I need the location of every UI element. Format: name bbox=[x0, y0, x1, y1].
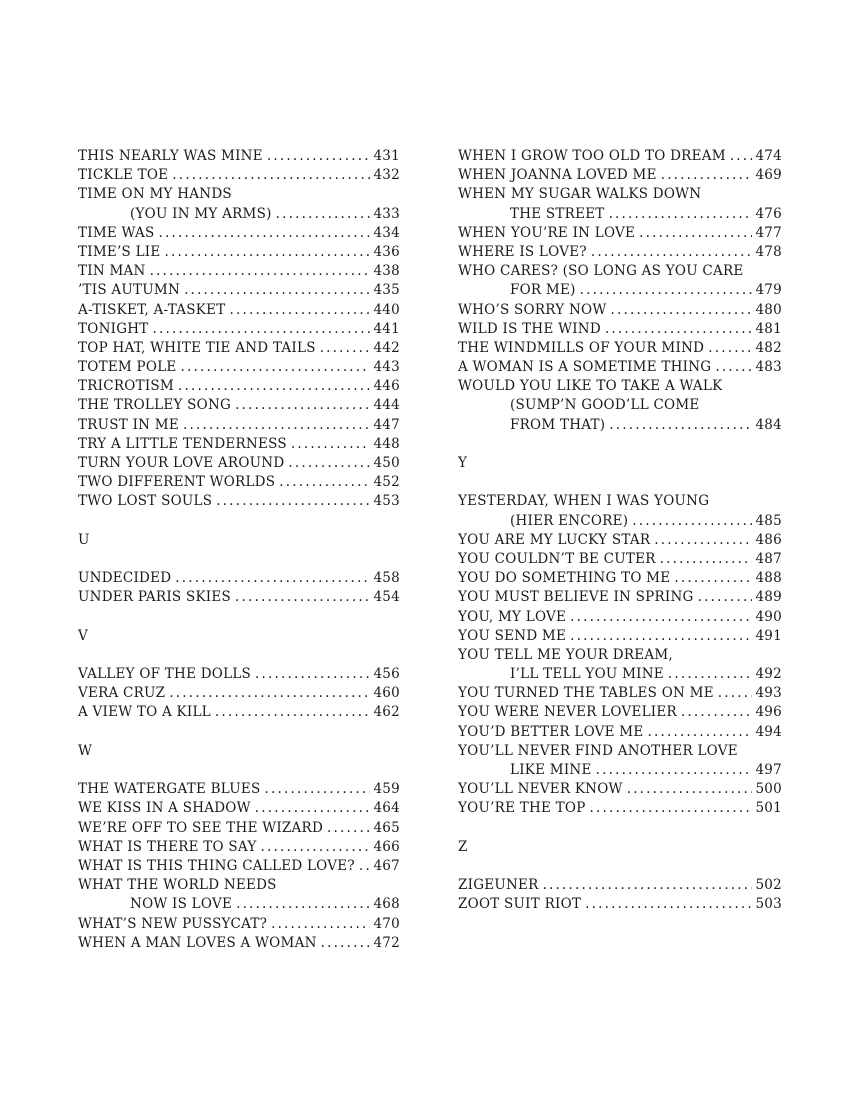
index-entry bbox=[78, 243, 400, 262]
index-column-right bbox=[458, 147, 782, 953]
dot-leader bbox=[165, 243, 371, 262]
index-entry bbox=[78, 876, 400, 895]
index-entry bbox=[458, 205, 782, 224]
dot-leader bbox=[172, 166, 370, 185]
song-title: I’LL TELL YOU MINE bbox=[510, 666, 664, 683]
song-title: FOR ME) bbox=[510, 282, 576, 299]
song-title: THIS NEARLY WAS MINE bbox=[78, 148, 263, 164]
dot-leader bbox=[321, 934, 371, 953]
song-title: (HIER ENCORE) bbox=[510, 512, 629, 529]
dot-leader bbox=[175, 569, 370, 588]
song-title: YOU DO SOMETHING TO ME bbox=[458, 570, 671, 587]
blank-line bbox=[458, 857, 782, 876]
section-letter bbox=[78, 531, 400, 550]
page-number: 438 bbox=[373, 263, 400, 280]
page-number: 440 bbox=[373, 301, 400, 318]
song-title: THE WATERGATE BLUES bbox=[78, 781, 261, 798]
dot-leader bbox=[570, 608, 752, 627]
dot-leader bbox=[639, 224, 752, 243]
index-entry bbox=[458, 185, 782, 204]
index-entry bbox=[78, 396, 400, 415]
page-number: 465 bbox=[373, 819, 400, 836]
song-title: TRICROTISM bbox=[78, 378, 174, 395]
index-entry bbox=[458, 780, 782, 799]
index-entry bbox=[458, 665, 782, 684]
song-title: YOU COULDN’T BE CUTER bbox=[458, 550, 656, 567]
index-entry bbox=[458, 703, 782, 722]
page-number: 448 bbox=[373, 435, 400, 452]
page-number: 442 bbox=[373, 339, 400, 356]
song-title: YESTERDAY, WHEN I WAS YOUNG bbox=[458, 493, 710, 510]
page-number: 435 bbox=[373, 282, 400, 299]
dot-leader bbox=[279, 473, 370, 492]
page-number: 501 bbox=[755, 800, 782, 817]
page-number: 460 bbox=[373, 685, 400, 702]
page-number: 469 bbox=[755, 167, 782, 184]
index-entry bbox=[458, 646, 782, 665]
dot-leader bbox=[661, 166, 753, 185]
page-number: 441 bbox=[373, 320, 400, 337]
dot-leader bbox=[698, 588, 753, 607]
song-title: WHAT THE WORLD NEEDS bbox=[78, 877, 277, 894]
page-number: 492 bbox=[755, 666, 782, 683]
dot-leader bbox=[681, 703, 753, 722]
song-title: TWO DIFFERENT WORLDS bbox=[78, 474, 276, 491]
index-entry bbox=[458, 281, 782, 300]
index-entry bbox=[78, 684, 400, 703]
page-number: 497 bbox=[755, 762, 782, 778]
section-letter bbox=[78, 627, 400, 646]
dot-leader bbox=[216, 492, 370, 511]
index-entry bbox=[78, 799, 400, 818]
page-number: 486 bbox=[755, 531, 782, 548]
dot-leader bbox=[267, 147, 371, 166]
blank-line bbox=[78, 646, 400, 665]
index-entry bbox=[458, 588, 782, 607]
page-number: 443 bbox=[373, 359, 400, 376]
song-title: WOULD YOU LIKE TO TAKE A WALK bbox=[458, 378, 723, 395]
song-title: WHERE IS LOVE? bbox=[458, 243, 587, 260]
index-entry bbox=[458, 684, 782, 703]
page-number: 454 bbox=[373, 589, 400, 606]
index-entry bbox=[458, 512, 782, 531]
page-number: 480 bbox=[755, 301, 782, 318]
page-number: 489 bbox=[755, 589, 782, 606]
page-number: 464 bbox=[373, 800, 400, 817]
index-entry bbox=[458, 358, 782, 377]
index-entry bbox=[458, 723, 782, 742]
page-number: 466 bbox=[373, 838, 400, 855]
blank-line bbox=[78, 550, 400, 569]
page-number: 447 bbox=[373, 416, 400, 433]
dot-leader bbox=[183, 416, 371, 435]
song-title: YOU’LL NEVER FIND ANOTHER LOVE bbox=[458, 742, 738, 759]
index-entry bbox=[78, 339, 400, 358]
section-letter bbox=[458, 838, 782, 857]
song-title: WHO’S SORRY NOW bbox=[458, 301, 607, 318]
page-number: 496 bbox=[755, 704, 782, 721]
song-title: TIN MAN bbox=[78, 263, 146, 280]
index-entry bbox=[458, 531, 782, 550]
dot-leader bbox=[609, 205, 753, 224]
index-entry bbox=[78, 262, 400, 281]
dot-leader bbox=[169, 684, 370, 703]
page-number: 450 bbox=[373, 455, 400, 471]
song-title: YOU WERE NEVER LOVELIER bbox=[458, 704, 677, 721]
index-entry bbox=[78, 358, 400, 377]
page-number: 500 bbox=[755, 781, 782, 798]
index-column-left bbox=[78, 147, 400, 953]
index-entry bbox=[78, 703, 400, 722]
dot-leader bbox=[215, 703, 371, 722]
page-number: 458 bbox=[373, 570, 400, 587]
index-entry bbox=[458, 416, 782, 435]
song-title: (SUMP’N GOOD’LL COME bbox=[510, 397, 700, 414]
index-entry bbox=[78, 147, 400, 166]
song-title: UNDER PARIS SKIES bbox=[78, 589, 231, 606]
song-title: A VIEW TO A KILL bbox=[78, 704, 211, 721]
page-number: 453 bbox=[373, 493, 400, 510]
page-number: 491 bbox=[755, 627, 782, 644]
dot-leader bbox=[570, 627, 752, 646]
index-entry bbox=[78, 185, 400, 204]
dot-leader bbox=[668, 665, 753, 684]
section-letter-label: Z bbox=[458, 838, 468, 855]
blank-line bbox=[78, 761, 400, 780]
dot-leader bbox=[261, 838, 371, 857]
index-entry bbox=[78, 895, 400, 914]
dot-leader bbox=[320, 339, 371, 358]
dot-leader bbox=[265, 780, 371, 799]
index-entry bbox=[78, 492, 400, 511]
dot-leader bbox=[181, 358, 371, 377]
dot-leader bbox=[235, 396, 370, 415]
section-letter-label: Y bbox=[458, 455, 468, 471]
index-entry bbox=[78, 205, 400, 224]
page-number: 434 bbox=[373, 224, 400, 241]
page-number: 493 bbox=[755, 685, 782, 702]
page-number: 467 bbox=[373, 857, 400, 874]
dot-leader bbox=[708, 339, 752, 358]
dot-leader bbox=[255, 799, 371, 818]
index-entry bbox=[458, 396, 782, 415]
index-entry bbox=[78, 301, 400, 320]
song-title: THE STREET bbox=[510, 205, 605, 222]
index-entry bbox=[78, 857, 400, 876]
section-letter bbox=[458, 454, 782, 473]
song-title: WHAT IS THIS THING CALLED LOVE? bbox=[78, 857, 355, 874]
song-title: WHAT’S NEW PUSSYCAT? bbox=[78, 915, 268, 932]
song-title: WHAT IS THERE TO SAY bbox=[78, 838, 257, 855]
section-letter-label: W bbox=[78, 742, 93, 759]
page-number: 487 bbox=[755, 550, 782, 567]
page-number: 432 bbox=[373, 167, 400, 184]
dot-leader bbox=[660, 550, 753, 569]
dot-leader bbox=[585, 895, 752, 914]
index-entry bbox=[78, 838, 400, 857]
dot-leader bbox=[543, 876, 753, 895]
dot-leader bbox=[153, 320, 371, 339]
index-entry bbox=[78, 665, 400, 684]
dot-leader bbox=[271, 915, 370, 934]
dot-leader bbox=[611, 301, 753, 320]
song-title: WHEN A MAN LOVES A WOMAN bbox=[78, 934, 317, 951]
song-title: THE WINDMILLS OF YOUR MIND bbox=[458, 339, 705, 356]
song-title: VALLEY OF THE DOLLS bbox=[78, 666, 252, 683]
index-entry bbox=[458, 224, 782, 243]
song-title: WHEN MY SUGAR WALKS DOWN bbox=[458, 186, 702, 203]
dot-leader bbox=[654, 531, 752, 550]
page-number: 444 bbox=[373, 397, 400, 414]
dot-leader bbox=[590, 799, 753, 818]
page-number: 494 bbox=[755, 723, 782, 740]
dot-leader bbox=[715, 358, 752, 377]
dot-leader bbox=[327, 819, 370, 838]
index-entry bbox=[78, 569, 400, 588]
song-title: WHEN JOANNA LOVED ME bbox=[458, 167, 657, 184]
dot-leader bbox=[596, 761, 753, 780]
dot-leader bbox=[359, 857, 371, 876]
song-title: YOU, MY LOVE bbox=[458, 608, 567, 625]
page-number: 431 bbox=[373, 148, 400, 164]
blank-line bbox=[458, 819, 782, 838]
page-number: 477 bbox=[755, 224, 782, 241]
index-entry bbox=[78, 454, 400, 473]
index-entry bbox=[458, 799, 782, 818]
song-title: NOW IS LOVE bbox=[130, 896, 233, 913]
index-entry bbox=[458, 166, 782, 185]
index-entry bbox=[78, 473, 400, 492]
song-title: TIME ON MY HANDS bbox=[78, 186, 232, 203]
dot-leader bbox=[605, 320, 753, 339]
song-title: ZIGEUNER bbox=[458, 877, 539, 894]
song-title: UNDECIDED bbox=[78, 570, 172, 587]
index-entry bbox=[458, 761, 782, 780]
dot-leader bbox=[291, 435, 371, 454]
song-title: WE KISS IN A SHADOW bbox=[78, 800, 251, 817]
song-title: WHEN I GROW TOO OLD TO DREAM bbox=[458, 148, 726, 164]
song-title: TICKLE TOE bbox=[78, 167, 169, 184]
index-entry bbox=[458, 320, 782, 339]
dot-leader bbox=[609, 416, 752, 435]
song-title: TWO LOST SOULS bbox=[78, 493, 213, 510]
index-entry bbox=[78, 588, 400, 607]
dot-leader bbox=[159, 224, 371, 243]
dot-leader bbox=[150, 262, 371, 281]
index-entry bbox=[458, 895, 782, 914]
page-number: 483 bbox=[755, 359, 782, 376]
index-entry bbox=[78, 780, 400, 799]
index-entry bbox=[458, 301, 782, 320]
dot-leader bbox=[591, 243, 753, 262]
index-entry bbox=[78, 377, 400, 396]
index-entry bbox=[458, 876, 782, 895]
index-entry bbox=[458, 569, 782, 588]
song-title: YOU TURNED THE TABLES ON ME bbox=[458, 685, 714, 702]
song-title: YOU’RE THE TOP bbox=[458, 800, 586, 817]
page-number: 446 bbox=[373, 378, 400, 395]
song-title: A WOMAN IS A SOMETIME THING bbox=[458, 359, 712, 376]
song-title: TRUST IN ME bbox=[78, 416, 179, 433]
song-title: TIME WAS bbox=[78, 224, 155, 241]
section-letter bbox=[78, 742, 400, 761]
dot-leader bbox=[647, 723, 752, 742]
page-number: 485 bbox=[755, 512, 782, 529]
song-title: YOU ARE MY LUCKY STAR bbox=[458, 531, 651, 548]
index-entry bbox=[78, 819, 400, 838]
page-number: 470 bbox=[373, 915, 400, 932]
dot-leader bbox=[235, 588, 370, 607]
song-title: TIME’S LIE bbox=[78, 243, 161, 260]
index-entry bbox=[78, 281, 400, 300]
index-entry bbox=[78, 416, 400, 435]
dot-leader bbox=[276, 205, 371, 224]
blank-line bbox=[78, 512, 400, 531]
page-number: 459 bbox=[373, 781, 400, 798]
song-title: VERA CRUZ bbox=[78, 685, 166, 702]
page-number: 462 bbox=[373, 704, 400, 721]
index-entry bbox=[458, 339, 782, 358]
index-entry bbox=[78, 320, 400, 339]
page-number: 482 bbox=[755, 339, 782, 356]
page-number: 456 bbox=[373, 666, 400, 683]
index-entry bbox=[458, 492, 782, 511]
page-number: 452 bbox=[373, 474, 400, 491]
index-entry bbox=[458, 627, 782, 646]
page-number: 433 bbox=[373, 205, 400, 222]
song-title: WE’RE OFF TO SEE THE WIZARD bbox=[78, 819, 324, 836]
page-number: 468 bbox=[373, 896, 400, 913]
song-title: WHO CARES? (SO LONG AS YOU CARE bbox=[458, 263, 744, 280]
page-number: 503 bbox=[755, 896, 782, 913]
song-title: YOU’LL NEVER KNOW bbox=[458, 781, 623, 798]
blank-line bbox=[78, 723, 400, 742]
index-entry bbox=[78, 224, 400, 243]
song-title: TURN YOUR LOVE AROUND bbox=[78, 455, 285, 471]
dot-leader bbox=[580, 281, 753, 300]
page-number: 490 bbox=[755, 608, 782, 625]
index-entry bbox=[78, 166, 400, 185]
index-entry bbox=[458, 742, 782, 761]
song-title: THE TROLLEY SONG bbox=[78, 397, 232, 414]
dot-leader bbox=[230, 301, 371, 320]
dot-leader bbox=[730, 147, 753, 166]
page-number: 472 bbox=[373, 934, 400, 951]
dot-leader bbox=[178, 377, 370, 396]
dot-leader bbox=[718, 684, 753, 703]
page-number: 476 bbox=[755, 205, 782, 222]
dot-leader bbox=[627, 780, 753, 799]
song-title: TONIGHT bbox=[78, 320, 149, 337]
page-number: 481 bbox=[755, 320, 782, 337]
blank-line bbox=[458, 473, 782, 492]
song-title: YOU MUST BELIEVE IN SPRING bbox=[458, 589, 694, 606]
index-entry bbox=[458, 262, 782, 281]
song-title: A-TISKET, A-TASKET bbox=[78, 301, 226, 318]
song-title: YOU TELL ME YOUR DREAM, bbox=[458, 646, 673, 663]
dot-leader bbox=[184, 281, 370, 300]
dot-leader bbox=[632, 512, 752, 531]
song-title: FROM THAT) bbox=[510, 416, 606, 433]
index-entry bbox=[78, 934, 400, 953]
song-title: TOTEM POLE bbox=[78, 359, 177, 376]
section-letter-label: U bbox=[78, 531, 90, 548]
dot-leader bbox=[255, 665, 370, 684]
page-number: 488 bbox=[755, 570, 782, 587]
index-entry bbox=[458, 608, 782, 627]
section-letter-label: V bbox=[78, 627, 88, 644]
index-entry bbox=[458, 243, 782, 262]
song-title: ’TIS AUTUMN bbox=[78, 282, 181, 299]
song-title: TOP HAT, WHITE TIE AND TAILS bbox=[78, 339, 316, 356]
song-title: WHEN YOU’RE IN LOVE bbox=[458, 224, 636, 241]
song-title: YOU SEND ME bbox=[458, 627, 567, 644]
blank-line bbox=[458, 435, 782, 454]
page-number: 484 bbox=[755, 416, 782, 433]
page-number: 478 bbox=[755, 243, 782, 260]
index-entry bbox=[458, 377, 782, 396]
song-title: YOU’D BETTER LOVE ME bbox=[458, 723, 644, 740]
index-entry bbox=[78, 915, 400, 934]
song-title: WILD IS THE WIND bbox=[458, 320, 601, 337]
blank-line bbox=[78, 608, 400, 627]
dot-leader bbox=[674, 569, 752, 588]
index-entry bbox=[78, 435, 400, 454]
index-entry bbox=[458, 550, 782, 569]
song-title: ZOOT SUIT RIOT bbox=[458, 896, 582, 913]
dot-leader bbox=[288, 454, 370, 473]
page-number: 436 bbox=[373, 243, 400, 260]
song-title: TRY A LITTLE TENDERNESS bbox=[78, 435, 287, 452]
song-title: (YOU IN MY ARMS) bbox=[130, 205, 272, 222]
page-number: 479 bbox=[755, 282, 782, 299]
page-number: 474 bbox=[755, 148, 782, 164]
page-number: 502 bbox=[755, 877, 782, 894]
index-entry bbox=[458, 147, 782, 166]
song-title: LIKE MINE bbox=[510, 762, 592, 778]
dot-leader bbox=[236, 895, 370, 914]
